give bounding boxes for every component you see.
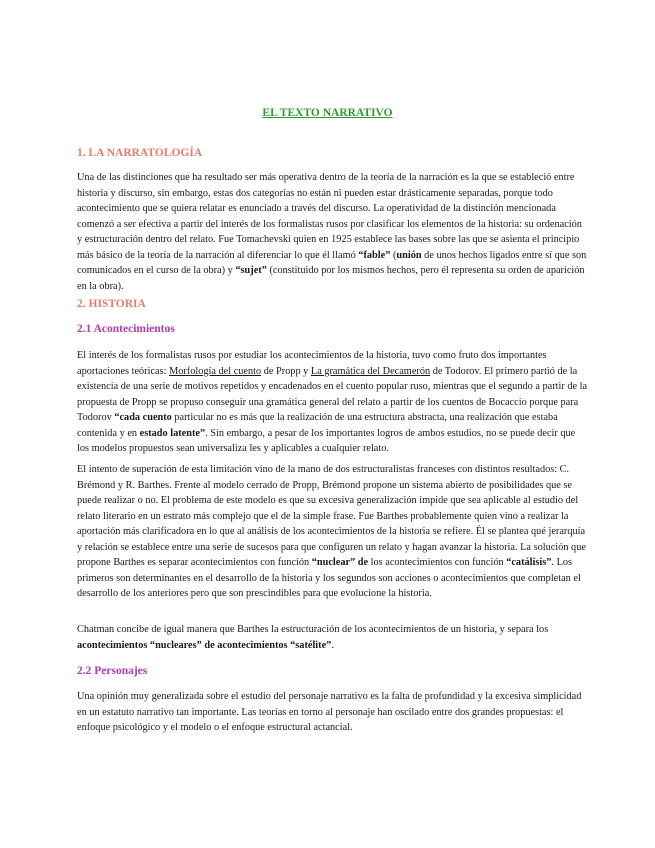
paragraph-narratologia xyxy=(77,170,589,294)
text: El interés de los formalistas rusos por estudiar los acontecimientos de la historia, tuvo como fruto dos importantes aportaciones teóricas: xyxy=(77,350,547,377)
term-fable: “fable” xyxy=(358,249,391,261)
text: Una de las distinciones que ha resultado ser más operativa dentro de la teoría de la narración es la que se estableció entre historia y discurso, sin embargo, estas dos categorías no están ni pueden estar drásticamente separadas, porque todo acontecimiento que se quiera relatar es enunciado a través del discurso. La operatividad de la distinción mencionada comenzó a ser efectiva a partir del interés de los formalistas rusos por clasificar los elementos de la historia: su ordenación y estructuración dentro del relato. Fue Tomachevski quien en 1925 establece las bases sobre las que se asienta el principio más básico de la teoría de la narración al diferenciar lo que él llamó xyxy=(77,172,582,261)
section-heading-historia: 2. HISTORIA xyxy=(77,298,146,310)
paragraph-personajes: Una opinión muy generalizada sobre el estudio del personaje narrativo es la falta de profundidad y la excesiva simplicidad en un estatuto narrativo tan importante. Las teorías en torno al personaje han oscilado entre dos grandes propuestas: el enfoque psicológico y el modelo o el enfoque estructural actancial. xyxy=(77,691,582,733)
text: de Propp y xyxy=(261,365,311,377)
paragraph-acontecimientos-3 xyxy=(77,622,589,653)
subsection-heading-personajes: 2.2 Personajes xyxy=(77,665,148,677)
paragraph-acontecimientos-1 xyxy=(77,348,589,457)
term-nucleares-satelite: acontecimientos “nucleares” de acontecimientos “satélite” xyxy=(77,639,332,651)
book-title-morfologia: Morfología del cuento xyxy=(169,365,262,377)
text: particular no es más que la realización de una estructura abstracta, una realización que estaba contenida y en xyxy=(77,412,558,439)
quote-estado-latente: estado latente” xyxy=(139,427,206,439)
text: los acontecimientos con función xyxy=(368,557,507,568)
text: de Todorov. El primero partió de la existencia de una serie de motivos repetidos y encadenados en el cuento popular ruso, mientras que el segundo a partir de la propuesta de Propp se propuso conseguir una gramática general del relato a partir de los cuentos de Bocaccio porque para Todorov xyxy=(77,365,588,423)
text: . Sin embargo, a pesar de los importantes logros de ambos estudios, no se puede decir que los modelos propuestos sean universaliza les y aplicables a cualquier relato. xyxy=(77,427,576,454)
text: El intento de superación de esta limitación vino de la mano de dos estructuralistas franceses con distintos resultados: C. Brémond y R. Barthes. Frente al modelo cerrado de Propp, Brémond propone un sistema abierto de posibilidades que se puede realizar o no. El problema de este modelo es que su excesiva generalización impide que sea aplicable al estudio del relato literario en un estrato más complejo que el de la simple frase. Fue Barthes probablemente quien vino a realizar la aportación más clarificadora en lo que al análisis de los acontecimientos de la historia se refiere. Él se plantea qué jerarquía y relación se establece entre una serie de sucesos para que configuren un relato y hagan avanzar la historia. La solución que propone Barthes es separar acontecimientos con función xyxy=(77,464,586,568)
term-catalisis: “catálisis” xyxy=(506,557,552,568)
quote-cada-cuento: “cada cuento xyxy=(114,412,172,423)
paragraph-acontecimientos-2 xyxy=(77,462,589,602)
term-union: unión xyxy=(396,249,422,261)
section-heading-narratologia: 1. LA NARRATOLOGÍA xyxy=(77,147,203,159)
book-title-gramatica: La gramática del Decamerón xyxy=(310,365,431,377)
term-sujet: “sujet” xyxy=(235,265,267,276)
term-nuclear: “nuclear” de xyxy=(311,557,369,568)
subsection-heading-acontecimientos: 2.1 Acontecimientos xyxy=(77,323,175,335)
text: (constituido por los mismos hechos, pero él representa su orden de aparición en la obra). xyxy=(77,265,585,292)
document-title: EL TEXTO NARRATIVO xyxy=(262,107,393,119)
text: . xyxy=(331,639,334,651)
text: ( xyxy=(390,249,397,261)
text: Chatman concibe de igual manera que Barthes la estructuración de los acontecimientos de un historia, y separa los xyxy=(77,624,549,635)
text: de unos hechos ligados entre sí que son comunicados en el curso de la obra) y xyxy=(77,249,587,276)
text: . Los primeros son determinantes en el desarrollo de la historia y los segundos son acciones o acontecimientos que completan el desarrollo de los anteriores pero que son prescindibles para que evolucione la historia. xyxy=(77,557,581,599)
